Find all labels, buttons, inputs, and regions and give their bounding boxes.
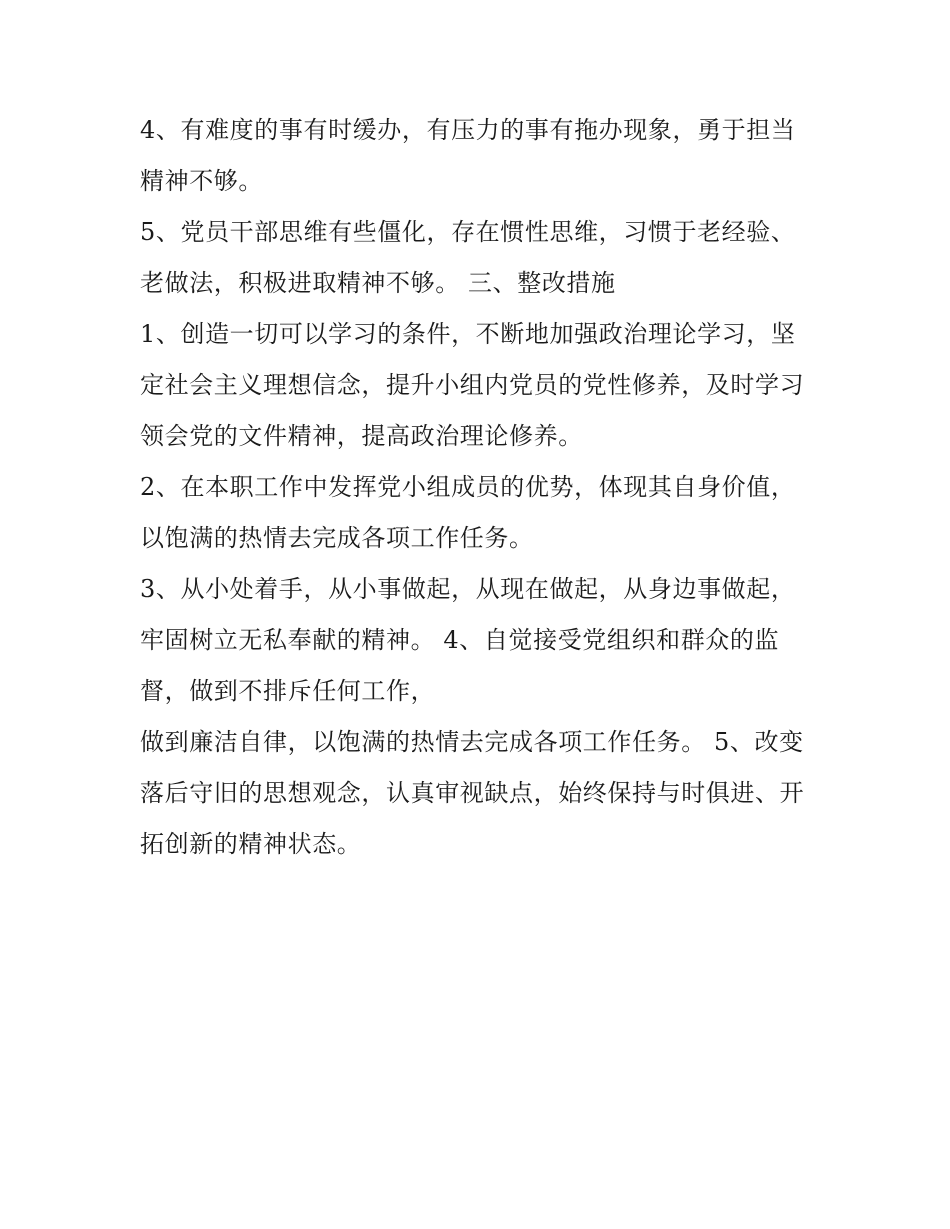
text-line: 1、创造一切可以学习的条件，不断地加强政治理论学习，坚 — [140, 320, 796, 348]
text-line: 2、在本职工作中发挥党小组成员的优势，体现其自身价值， — [140, 473, 796, 501]
text-line: 拓创新的精神状态。 — [140, 830, 362, 858]
text-line: 督，做到不排斥任何工作， — [140, 677, 436, 705]
text-line: 领会党的文件精神，提高政治理论修养。 — [140, 422, 583, 450]
text-line: 4、有难度的事有时缓办，有压力的事有拖办现象，勇于担当 — [140, 116, 796, 144]
text-line: 以饱满的热情去完成各项工作任务。 — [140, 524, 534, 552]
text-line: 老做法，积极进取精神不够。 三、整改措施 — [140, 269, 616, 297]
text-line: 牢固树立无私奉献的精神。 4、自觉接受党组织和群众的监 — [140, 626, 780, 654]
text-line: 精神不够。 — [140, 167, 263, 195]
text-line: 落后守旧的思想观念，认真审视缺点，始终保持与时俱进、开 — [140, 779, 805, 807]
document-body — [140, 105, 820, 870]
text-line: 定社会主义理想信念，提升小组内党员的党性修养，及时学习 — [140, 371, 805, 399]
text-line: 3、从小处着手，从小事做起，从现在做起，从身边事做起， — [140, 575, 796, 603]
text-line: 做到廉洁自律，以饱满的热情去完成各项工作任务。 5、改变 — [140, 728, 804, 756]
text-line: 5、党员干部思维有些僵化，存在惯性思维，习惯于老经验、 — [140, 218, 796, 246]
